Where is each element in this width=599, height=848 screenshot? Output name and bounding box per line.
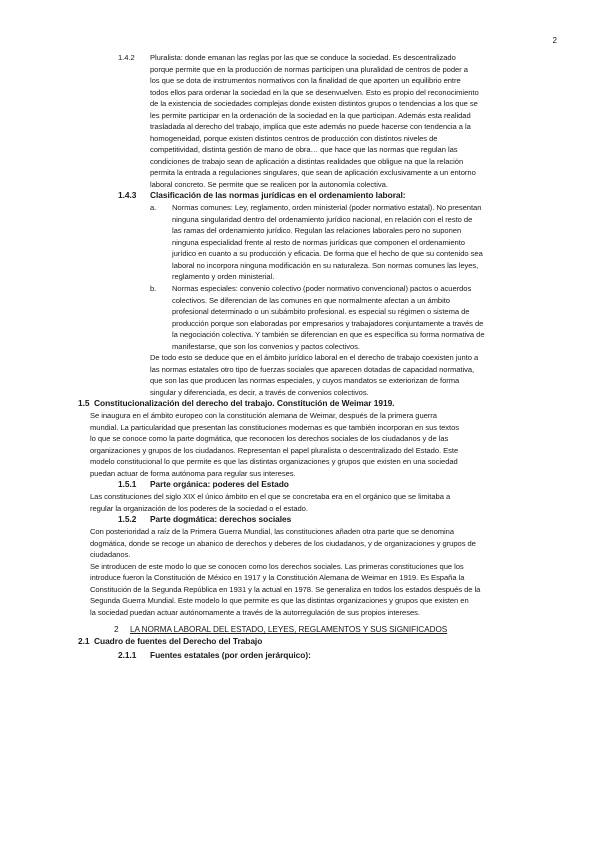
paragraph-line: organizaciones y grupos de los ciudadanos. Representan el papel pluralista o descentralizado del Estado. Este [90,445,459,455]
paragraph-line: Se inaugura en el ámbito europeo con la constitución alemana de Weimar, después de la primera guerra [90,411,437,420]
heading-number: 1.4.3 [118,190,137,200]
subsection-heading-1-5-1 [118,479,289,490]
paragraph-line: Constitución de la Segunda República en 1931 y la actual en 1978. Se generaliza en todos los estados después de la [90,584,481,594]
paragraph-line: les permite participar en la ordenación de la sociedad en la que participan. Además esta realidad [150,110,471,120]
heading-text: Parte orgánica: poderes del Estado [150,479,289,489]
paragraph-line: de la existencia de sociedades complejas donde existen distintos grupos o tendencias a los que se [150,99,478,108]
paragraph-line: todos ellos para ordenar la sociedad en la que se desenvuelven. Esto es propio del reconocimiento [150,87,479,97]
paragraph-line: que son las que producen las normas especiales, y cuyos mandatos se exteriorizan de forma [150,376,460,385]
heading-number: 2 [114,625,119,634]
list-item-line: ninguna especialidad frente al resto de normas jurídicas que componen el ordenamiento [172,237,465,247]
page-number: 2 [552,36,557,45]
heading-number: 2.1.1 [118,650,137,660]
paragraph-line: las normas estatales otro tipo de fuerzas sociales que aparecen dotadas de capacidad normativa, [150,364,475,374]
section-heading-2-1 [78,636,262,647]
list-item-text: Normas comunes: Ley, reglamento, orden ministerial (poder normativo estatal). No presentan [172,203,482,212]
heading-number: 2.1 [78,636,90,646]
paragraph-line: mundial. La particularidad que presentan las constituciones modernas es que también incorporan en sus textos [90,422,460,432]
paragraph-line: los que se dota de instrumentos normativos con la finalidad de que aporten un equilibrio entre [150,76,461,85]
paragraph-line: dogmática, donde se recoge un abanico de derechos y deberes de los ciudadanos, y de organizaciones y grupos de [90,538,476,548]
paragraph-line: la sociedad puedan actuar autónomamente a través de la autorregulación de sus propios intereses. [90,607,420,617]
list-item-line: profesional determinado o un subámbito profesional. es especial su régimen o sistema de [172,307,470,316]
subsection-heading-2-1-1 [118,650,311,661]
paragraph-line: singular y diferenciada, es decir, a través de convenios colectivos. [150,387,369,397]
list-marker: b. [150,284,157,293]
paragraph-line: Se introducen de este modo lo que se conocen como los derechos sociales. Las primeras constituciones que los [90,561,464,571]
paragraph-line: puedan actuar de forma autónoma para regular sus intereses. [90,468,296,478]
list-item-text: Normas especiales: convenio colectivo (poder normativo convencional) pactos o acuerdos [172,284,472,293]
heading-number: 1.5.1 [118,479,137,489]
paragraph-line: regular la organización de los poderes de la sociedad o el estado. [90,503,308,513]
heading-text: LA NORMA LABORAL DEL ESTADO, LEYES, REGLAMENTOS Y SUS SIGNIFICADOS [130,625,448,634]
list-item-line: manifestarse, que son los convenios y pactos colectivos. [172,341,360,351]
paragraph-line: De todo esto se deduce que en el ámbito jurídico laboral en el derecho de trabajo coexisten junto a [150,353,479,362]
paragraph-line: condiciones de trabajo sean de aplicación a distintas realidades que obligue na que la relación [150,156,464,166]
list-item-line: laboral no incorpora ninguna modificación en su naturaleza. Son normas comunes las leyes, [172,260,479,270]
list-item-line: la negociación colectiva. Y también se diferencian en que es específica su forma normativa de [172,330,485,339]
paragraph-line: homogeneidad, porque existen distintos centros de producción con distintos niveles de [150,133,438,143]
list-marker: a. [150,203,157,212]
list-item-line: reglamento y orden ministerial. [172,272,275,281]
heading-text: Fuentes estatales (por orden jerárquico): [150,650,311,660]
paragraph-line: modelo constitucional lo que permite es que las distintas organizaciones y grupos que existen en una sociedad [90,457,458,466]
paragraph-line: Las constituciones del siglo XIX el único ámbito en el que se concretaba era en el orgánico que se limitaba a [90,492,451,501]
heading-number: 1.5 [78,398,90,408]
list-item-a [150,202,481,213]
paragraph-line: competitividad, distinta gestión de mano de obra… que hace que las normas que regulan las [150,145,458,154]
list-item-line: colectivos. Se diferencian de las comunes en que normalmente afectan a un ámbito [172,295,450,305]
chapter-heading-2 [114,624,447,635]
paragraph-line: Con posterioridad a raíz de la Primera Guerra Mundial, las constituciones añaden otra parte que se denomina [90,527,455,536]
paragraph-line: ciudadanos. [90,550,131,559]
paragraph-line: trasladada al derecho del trabajo, implica que este además no puede hacerse con tendencia a la [150,122,471,131]
heading-text: Constitucionalización del derecho del trabajo. Constitución de Weimar 1919. [94,398,395,408]
list-item-line: las ramas del ordenamiento jurídico. Regulan las relaciones laborales pero no suponen [172,226,462,235]
subsection-heading-1-4-3 [118,190,406,201]
paragraph-line: introduce fueron la Constitución de México en 1917 y la Constitución Alemana de Weimar en 1919. Es España la [90,573,465,582]
paragraph-line: Segunda Guerra Mundial. Este modelo lo que permite es que las distintas organizaciones y grupos que existen en [90,596,469,605]
subsection-heading-1-5-2 [118,514,291,525]
list-item-line: producción porque son elaboradas por empresarios y trabajadores conjuntamente a través de [172,318,484,328]
paragraph-text: Pluralista: donde emanan las reglas por las que se conduce la sociedad. Es descentralizado [150,53,456,62]
heading-number: 1.5.2 [118,514,137,524]
heading-text: Clasificación de las normas jurídicas en el ordenamiento laboral: [150,190,406,200]
heading-text: Cuadro de fuentes del Derecho del Trabajo [94,636,263,646]
list-item-line: ninguna singularidad dentro del ordenamiento jurídico nacional, en relación con el resto de [172,214,473,224]
paragraph-line: porque permite que en la producción de normas participen una pluralidad de centros de poder a [150,64,468,74]
list-item-line: jurídico en cuanto a su producción y eficacia. De forma que el hecho de que su contenido sea [172,249,483,258]
paragraph-line: permita la entrada a regulaciones singulares, que sean de aplicación exclusivamente a un entorno [150,168,476,177]
paragraph-line: laboral concreto. Se permite que se realicen por la autonomía colectiva. [150,179,388,189]
heading-number: 1.4.2 [118,53,135,62]
subsection-1-4-2-line [118,52,456,63]
section-heading-1-5 [78,398,394,409]
list-item-b [150,283,471,294]
paragraph-line: lo que se conoce como la parte dogmática, que reconocen los derechos sociales de los ciudadanos y de las [90,434,449,443]
heading-text: Parte dogmática: derechos sociales [150,514,292,524]
